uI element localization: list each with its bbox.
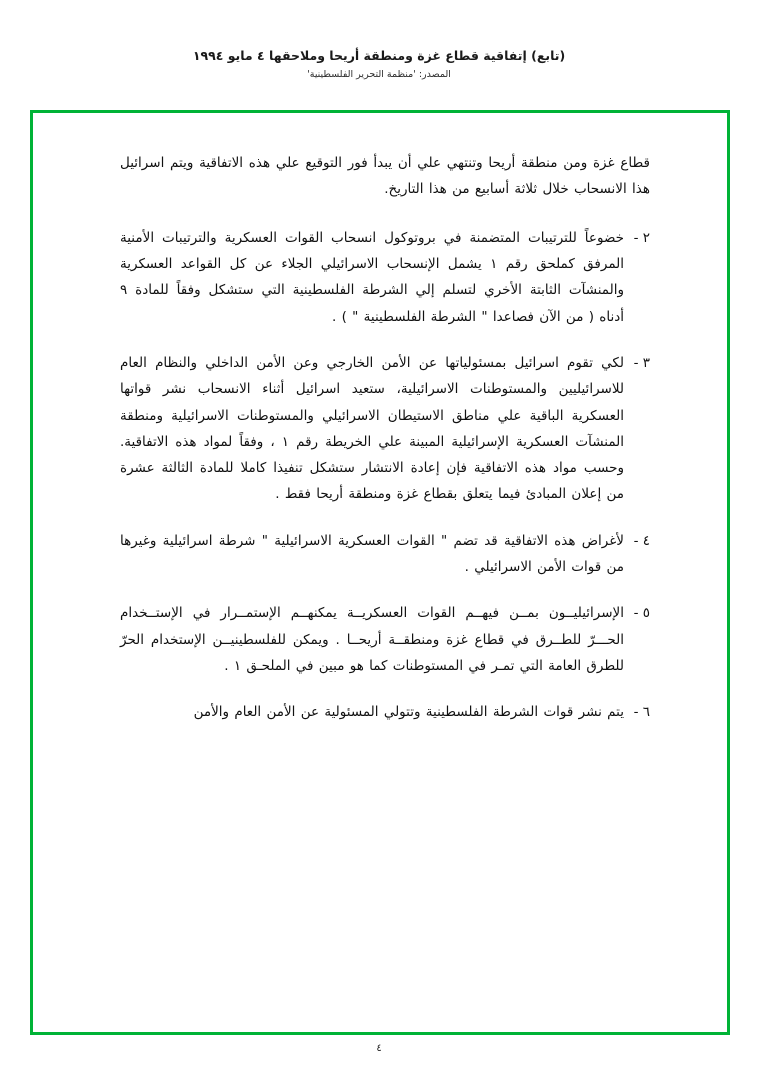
- paragraph-marker: ٦ -: [633, 704, 650, 721]
- paragraph-item-4: [120, 528, 650, 581]
- paragraph-item-6: [120, 699, 650, 725]
- paragraph-text: قطاع غزة ومن منطقة أريحا وتنتهي علي أن يبدأ فور التوقيع علي هذه الاتفاقية ويتم اسرائيل هذا الانسحاب خلال ثلاثة أسابيع من هذا التاريخ.: [120, 155, 650, 198]
- paragraph-marker: ٥ -: [633, 605, 650, 622]
- paragraph-marker: ٢ -: [633, 229, 650, 246]
- page-footer: [0, 1043, 758, 1054]
- paragraph-marker: ٣ -: [633, 354, 650, 371]
- paragraph-item-3: [120, 350, 650, 508]
- paragraph-item-2: [120, 225, 650, 330]
- paragraph-text: لأغراض هذه الاتفاقية قد تضم " القوات العسكرية الاسرائيلية " شرطة اسرائيلية وغيرها من قوات الأمن الاسرائيلي .: [120, 532, 624, 576]
- header-source: المصدر: 'منظمة التحرير الفلسطينية': [307, 69, 451, 80]
- header-title: (تابع) إتفاقية قطاع غزة ومنطقة أريحا وملاحقها ٤ مايو ١٩٩٤: [192, 48, 566, 63]
- paragraph-item-5: [120, 600, 650, 679]
- document-body: [120, 150, 650, 746]
- paragraph-text: لكي تقوم اسرائيل بمسئولياتها عن الأمن الخارجي وعن الأمن الداخلي والنظام العام للاسرائيليين والمستوطنات الاسرائيلية، ستعيد اسرائيل أثناء الانسحاب نشر قواتها العسكرية الباقية علي مناطق الاستيطان الاسرائيلي والمستوطنات الاسرائيلية ومنطقة المنشآت العسكرية الإسرائيلية المبينة علي الخريطة رقم ١ ، وفقاً لمواد هذه الاتفاقية. وحسب مواد هذه الاتفاقية فإن إعادة الانتشار ستشكل تنفيذا كاملا للمادة الثالثة عشرة من إعلان المبادئ فيما يتعلق بقطاع غزة ومنطقة أريحا فقط .: [120, 354, 625, 503]
- paragraph-text: خضوعاً للترتيبات المتضمنة في بروتوكول انسحاب القوات العسكرية والترتيبات الأمنية المرفق كملحق رقم ١ يشمل الإنسحاب الاسرائيلي الجلاء عن كل القواعد العسكرية والمنشآت الثابتة الأخري لتسلم إلي الشرطة الفلسطينية التي ستشكل وفقاً للمادة ٩ أدناه ( من الآن فصاعدا " الشرطة الفلسطينية " ) .: [120, 229, 624, 325]
- paragraph-text: الإسرائيليــون بمــن فيهــم القوات العسكريــة يمكنهــم الإستمــرار في الإستــخدام الحـــرّ للطــرق في قطاع غزة ومنطقــة أريحــا . ويمكن للفلسطينيــن الإستخدام الحرّ للطرق العامة التي تمـر في المستوطنات كما هو مبين في الملحـق ١ .: [120, 605, 624, 674]
- page-number: ٤: [376, 1043, 382, 1054]
- page-header: [0, 48, 758, 80]
- paragraph-text: يتم نشر قوات الشرطة الفلسطينية وتتولي المسئولية عن الأمن العام والأمن: [193, 704, 624, 721]
- paragraph-continuation: [120, 150, 650, 203]
- paragraph-marker: ٤ -: [633, 532, 650, 549]
